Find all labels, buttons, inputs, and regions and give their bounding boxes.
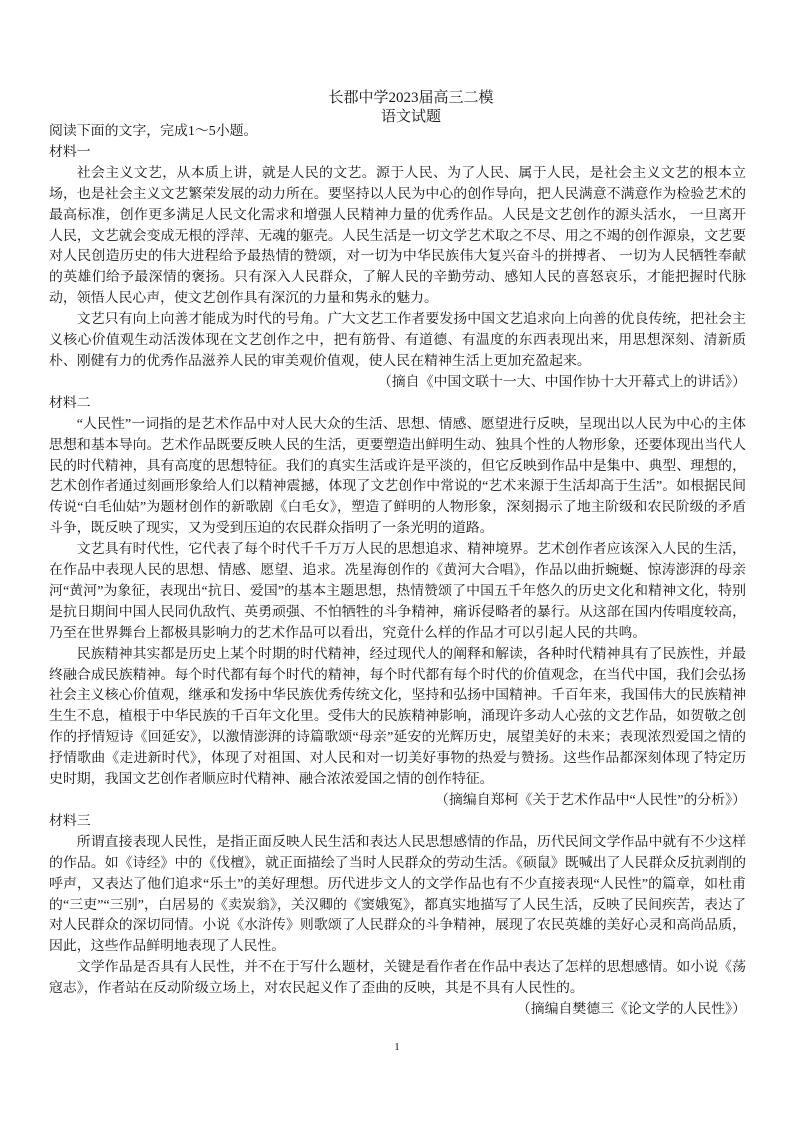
material-2-paragraph-2: 文艺具有时代性，它代表了每个时代千千万万人民的思想追求、精神境界。艺术创作者应该深入人民的生活，在作品中表现人民的思想、情感、愿望、追求。冼星海创作的《黄河大合唱》，作品以曲折蜿蜒、惊涛澎湃的母亲河“黄河”为象征，表现出“抗日、爱国”的基本主题思想，热情赞颂了中国五千年悠久的历史文化和精神文化，特别是抗日期间中国人民同仇敌忾、英勇顽强、不怕牺牲的斗争精神，痛诉侵略者的暴行。从这部在国内传唱度较高，乃至在世界舞台上都极具影响力的艺术作品可以看出，究竟什么样的作品才可以引起人民的共鸣。 (49, 542, 746, 641)
material-3-label: 材料三 (49, 813, 91, 829)
page-number: 1 (394, 1041, 400, 1053)
exam-title: 长郡中学2023届高三二模 (328, 90, 494, 106)
material-3-source: （摘编自樊德三《论文学的人民性》） (516, 1002, 746, 1018)
material-1 (49, 143, 746, 394)
reading-instruction: 阅读下面的文字，完成1～5小题。 (49, 124, 258, 139)
material-1-label: 材料一 (49, 144, 91, 160)
material-1-source: （摘自《中国文联十一大、中国作协十大开幕式上的讲话》） (377, 374, 746, 390)
material-2-paragraph-3: 民族精神其实都是历史上某个时期的时代精神，经过现代人的阐释和解读，各种时代精神具有了民族性，并最终融合成民族精神。每个时代都有每个时代的精神，每个时代都有每个时代的价值观念，在当代中国，我们会弘扬社会主义核心价值观，继承和发扬中华民族优秀传统文化，坚持和弘扬中国精神。千百年来，我国伟大的民族精神生生不息，植根于中华民族的千百年文化里。受伟大的民族精神影响，涌现许多动人心弦的文艺作品，如贺敬之创作的抒情短诗《回延安》，以激情澎湃的诗篇歌颂“母亲”延安的光辉历史，展望美好的未来；表现浓烈爱国之情的抒情歌曲《走进新时代》，体现了对祖国、对人民和对一切美好事物的热爱与赞扬。这些作品都深刻体现了特定历史时期，我国文艺创作者顺应时代精神、融合浓浓爱国之情的创作特征。 (49, 646, 746, 788)
material-2 (49, 394, 746, 812)
material-3-paragraph-2: 文学作品是否具有人民性，并不在于写什么题材，关键是看作者在作品中表达了怎样的思想感情。如小说《荡寇志》，作者站在反动阶级立场上，对农民起义作了歪曲的反映，其是不具有人民性的。 (49, 960, 746, 997)
material-2-label: 材料二 (49, 395, 91, 411)
material-1-paragraph-2: 文艺只有向上向善才能成为时代的号角。广大文艺工作者要发扬中国文艺追求向上向善的优良传统，把社会主义核心价值观生动活泼体现在文艺创作之中，把有筋骨、有道德、有温度的东西表现出来，用思想深刻、清新质朴、刚健有力的优秀作品滋养人民的审美观价值观，使人民在精神生活上更加充盈起来。 (49, 312, 746, 369)
exam-subtitle: 语文试题 (380, 109, 441, 125)
material-2-source: （摘编自郑柯《关于艺术作品中“人民性”的分析》） (435, 793, 746, 808)
material-1-paragraph-1: 社会主义文艺，从本质上讲，就是人民的文艺。源于人民、为了人民、属于人民，是社会主义文艺的根本立场，也是社会主义文艺繁荣发展的动力所在。要坚持以人民为中心的创作导向，把人民满意不满意作为检验艺术的最高标准，创作更多满足人民文化需求和增强人民精神力量的优秀作品。人民是文艺创作的源头活水， 一旦离开人民，文艺就会变成无根的浮萍、无魂的躯壳。人民生活是一切文学艺术取之不尽、用之不竭的创作源泉，文艺要对人民创造历史的伟大进程给予最热情的赞颂，对一切为中华民族伟大复兴奋斗的拼搏者、 一切为人民牺牲奉献的英雄们给予最深情的褒扬。只有深入人民群众，了解人民的辛勤劳动、感知人民的喜怒哀乐，才能把握时代脉动，领悟人民心声，使文艺创作具有深沉的力量和隽永的魅力。 (49, 165, 746, 307)
material-2-paragraph-1: “人民性”一词指的是艺术作品中对人民大众的生活、思想、情感、愿望进行反映，呈现出以人民为中心的主体思想和基本导向。艺术作品既要反映人民的生活，更要塑造出鲜明生动、独具个性的人物形象，还要体现出当代人民的时代精神，具有高度的思想特征。我们的真实生活或许是平淡的，但它反映到作品中是集中、典型、理想的，艺术创作者通过刻画形象给人们以精神震撼，体现了文艺创作中常说的“艺术来源于生活却高于生活”。如根据民间传说“白毛仙姑”为题材创作的新歌剧《白毛女》，塑造了鲜明的人物形象，深刻揭示了地主阶级和农民阶级的矛盾斗争，既反映了现实，又为受到压迫的农民群众指明了一条光明的道路。 (49, 416, 746, 537)
exam-body (49, 122, 746, 1021)
material-3-paragraph-1: 所谓直接表现人民性，是指正面反映人民生活和表达人民思想感情的作品，历代民间文学作品中就有不少这样的作品。如《诗经》中的《伐檀》，就正面描绘了当时人民群众的劳动生活。《硕鼠》既喊出了人民群众反抗剥削的呼声，又表达了他们追求“乐土”的美好理想。历代进步文人的文学作品也有不少直接表现“人民性”的篇章，如杜甫的“三吏”“三别”，白居易的《卖炭翁》，关汉卿的《窦娥冤》，都真实地描写了人民生活，反映了民间疾苦，表达了对人民群众的深切同情。小说《水浒传》则歌颂了人民群众的斗争精神，展现了农民英雄的美好心灵和高尚品质，因此，这些作品鲜明地表现了人民性。 (49, 834, 746, 955)
material-3 (49, 812, 746, 1021)
